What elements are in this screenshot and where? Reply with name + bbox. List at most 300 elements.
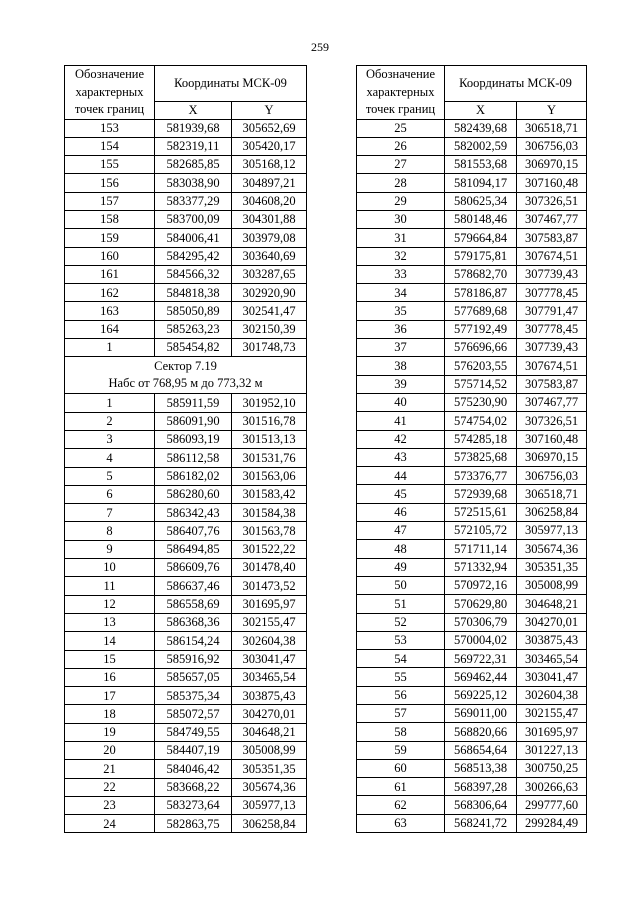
x-coordinate-cell: 568820,66 [445, 723, 517, 741]
x-coordinate-cell: 568397,28 [445, 778, 517, 796]
point-number-cell: 41 [357, 412, 445, 430]
point-number-cell: 58 [357, 723, 445, 741]
x-coordinate-cell: 578186,87 [445, 284, 517, 302]
x-coordinate-cell: 571332,94 [445, 558, 517, 576]
coordinates-header: Координаты МСК-09 [155, 66, 307, 102]
table-row [357, 137, 587, 155]
point-number-cell: 23 [65, 796, 155, 814]
point-number-cell: 1 [65, 394, 155, 412]
y-coordinate-cell: 307326,51 [517, 192, 587, 210]
point-number-cell: 42 [357, 430, 445, 448]
table-row [357, 723, 587, 741]
x-coordinate-cell: 572939,68 [445, 485, 517, 503]
x-coordinate-cell: 584749,55 [155, 723, 232, 741]
table-row [65, 467, 307, 485]
y-coordinate-cell: 305008,99 [232, 742, 307, 760]
y-coordinate-cell: 301522,22 [232, 540, 307, 558]
point-number-cell: 163 [65, 302, 155, 320]
y-coordinate-cell: 307467,77 [517, 393, 587, 411]
page-number: 259 [311, 40, 329, 54]
y-coordinate-cell: 306756,03 [517, 137, 587, 155]
table-row [357, 265, 587, 283]
point-number-cell: 26 [357, 137, 445, 155]
table-row [357, 467, 587, 485]
y-coordinate-cell: 301227,13 [517, 741, 587, 759]
point-number-cell: 158 [65, 210, 155, 228]
y-coordinate-cell: 307778,45 [517, 284, 587, 302]
table-row [65, 412, 307, 430]
table-row [65, 137, 307, 155]
table-row [65, 632, 307, 650]
table-row [357, 595, 587, 613]
point-number-cell: 4 [65, 449, 155, 467]
table-row [357, 522, 587, 540]
x-coordinate-cell: 576696,66 [445, 339, 517, 357]
x-coordinate-cell: 583377,29 [155, 192, 232, 210]
x-column-header: X [445, 101, 517, 119]
point-number-cell: 63 [357, 814, 445, 832]
y-coordinate-cell: 303465,54 [232, 668, 307, 686]
coordinates-header: Координаты МСК-09 [445, 66, 587, 102]
y-coordinate-cell: 305674,36 [232, 778, 307, 796]
table-row [65, 449, 307, 467]
x-coordinate-cell: 570629,80 [445, 595, 517, 613]
y-coordinate-cell: 305008,99 [517, 576, 587, 594]
point-number-cell: 153 [65, 119, 155, 137]
point-number-cell: 37 [357, 339, 445, 357]
y-coordinate-cell: 307326,51 [517, 412, 587, 430]
y-coordinate-cell: 305674,36 [517, 540, 587, 558]
point-number-cell: 31 [357, 229, 445, 247]
x-coordinate-cell: 586609,76 [155, 559, 232, 577]
table-row [65, 119, 307, 137]
x-coordinate-cell: 572515,61 [445, 503, 517, 521]
y-coordinate-cell: 303041,47 [232, 650, 307, 668]
x-coordinate-cell: 585657,05 [155, 668, 232, 686]
x-coordinate-cell: 574754,02 [445, 412, 517, 430]
point-number-cell: 48 [357, 540, 445, 558]
y-coordinate-cell: 302920,90 [232, 284, 307, 302]
x-coordinate-cell: 569011,00 [445, 705, 517, 723]
x-coordinate-cell: 586112,58 [155, 449, 232, 467]
table-row [357, 119, 587, 137]
y-coordinate-cell: 307739,43 [517, 265, 587, 283]
point-number-cell: 27 [357, 156, 445, 174]
table-row [357, 759, 587, 777]
x-coordinate-cell: 576203,55 [445, 357, 517, 375]
table-row [65, 595, 307, 613]
table-row [65, 522, 307, 540]
x-coordinate-cell: 586407,76 [155, 522, 232, 540]
x-coordinate-cell: 580625,34 [445, 192, 517, 210]
y-coordinate-cell: 306970,15 [517, 156, 587, 174]
table-row [357, 430, 587, 448]
point-number-cell: 53 [357, 631, 445, 649]
point-number-cell: 154 [65, 137, 155, 155]
x-coordinate-cell: 585454,82 [155, 339, 232, 357]
table-row [65, 284, 307, 302]
x-coordinate-cell: 570004,02 [445, 631, 517, 649]
point-number-cell: 20 [65, 742, 155, 760]
y-column-header: Y [517, 101, 587, 119]
table-row [357, 393, 587, 411]
table-row [357, 247, 587, 265]
y-coordinate-cell: 301583,42 [232, 485, 307, 503]
y-coordinate-cell: 301695,97 [517, 723, 587, 741]
coordinates-table-left [64, 65, 307, 833]
y-coordinate-cell: 301584,38 [232, 504, 307, 522]
table-row [357, 558, 587, 576]
table-row [65, 577, 307, 595]
point-number-cell: 155 [65, 156, 155, 174]
table-row [65, 210, 307, 228]
x-coordinate-cell: 572105,72 [445, 522, 517, 540]
point-number-cell: 43 [357, 448, 445, 466]
y-coordinate-cell: 301563,06 [232, 467, 307, 485]
x-coordinate-cell: 577192,49 [445, 320, 517, 338]
point-number-cell: 61 [357, 778, 445, 796]
point-number-cell: 57 [357, 705, 445, 723]
table-row [357, 705, 587, 723]
table-row [65, 430, 307, 448]
y-coordinate-cell: 299284,49 [517, 814, 587, 832]
table-row [65, 504, 307, 522]
point-number-cell: 47 [357, 522, 445, 540]
x-coordinate-cell: 586558,69 [155, 595, 232, 613]
point-number-cell: 25 [357, 119, 445, 137]
table-row [65, 192, 307, 210]
table-row [357, 686, 587, 704]
x-coordinate-cell: 586182,02 [155, 467, 232, 485]
y-coordinate-cell: 307160,48 [517, 430, 587, 448]
table-row [65, 559, 307, 577]
y-coordinate-cell: 303979,08 [232, 229, 307, 247]
table-row [357, 814, 587, 832]
y-coordinate-cell: 305977,13 [517, 522, 587, 540]
x-coordinate-cell: 585050,89 [155, 302, 232, 320]
point-number-cell: 56 [357, 686, 445, 704]
point-number-cell: 15 [65, 650, 155, 668]
x-coordinate-cell: 578682,70 [445, 265, 517, 283]
y-coordinate-cell: 306518,71 [517, 119, 587, 137]
x-coordinate-cell: 575714,52 [445, 375, 517, 393]
table-row [357, 412, 587, 430]
x-coordinate-cell: 583273,64 [155, 796, 232, 814]
point-number-cell: 38 [357, 357, 445, 375]
table-row [65, 778, 307, 796]
x-coordinate-cell: 581939,68 [155, 119, 232, 137]
y-coordinate-cell: 302155,47 [232, 613, 307, 631]
point-number-cell: 22 [65, 778, 155, 796]
y-coordinate-cell: 300750,25 [517, 759, 587, 777]
x-coordinate-cell: 580148,46 [445, 210, 517, 228]
point-number-cell: 18 [65, 705, 155, 723]
table-row [65, 174, 307, 192]
table-row [357, 485, 587, 503]
table-body [65, 119, 307, 357]
point-number-cell: 2 [65, 412, 155, 430]
x-coordinate-cell: 586342,43 [155, 504, 232, 522]
point-number-cell: 19 [65, 723, 155, 741]
x-coordinate-cell: 584407,19 [155, 742, 232, 760]
point-number-cell: 49 [357, 558, 445, 576]
point-number-cell: 13 [65, 613, 155, 631]
point-number-cell: 59 [357, 741, 445, 759]
y-coordinate-cell: 302150,39 [232, 320, 307, 338]
x-coordinate-cell: 583668,22 [155, 778, 232, 796]
x-coordinate-cell: 568654,64 [445, 741, 517, 759]
table-row [357, 631, 587, 649]
table-row [357, 650, 587, 668]
x-coordinate-cell: 573825,68 [445, 448, 517, 466]
x-coordinate-cell: 582319,11 [155, 137, 232, 155]
table-row [357, 357, 587, 375]
y-coordinate-cell: 301695,97 [232, 595, 307, 613]
table-row [65, 229, 307, 247]
point-number-cell: 9 [65, 540, 155, 558]
table-row [65, 613, 307, 631]
table-row [357, 503, 587, 521]
x-coordinate-cell: 584046,42 [155, 760, 232, 778]
table-row [65, 705, 307, 723]
table-row [357, 229, 587, 247]
table-body [65, 394, 307, 833]
table-row [357, 156, 587, 174]
y-coordinate-cell: 307160,48 [517, 174, 587, 192]
point-number-cell: 29 [357, 192, 445, 210]
table-row [357, 778, 587, 796]
sector-caption [65, 357, 307, 394]
table-row [357, 210, 587, 228]
y-coordinate-cell: 304608,20 [232, 192, 307, 210]
point-number-cell: 7 [65, 504, 155, 522]
x-coordinate-cell: 582685,85 [155, 156, 232, 174]
table-row [65, 302, 307, 320]
table-row [65, 687, 307, 705]
x-coordinate-cell: 581094,17 [445, 174, 517, 192]
table-row [65, 815, 307, 833]
point-designation-header: Обозначение характерных точек границ [65, 66, 155, 120]
x-coordinate-cell: 568241,72 [445, 814, 517, 832]
y-coordinate-cell: 301531,76 [232, 449, 307, 467]
point-number-cell: 5 [65, 467, 155, 485]
y-coordinate-cell: 301748,73 [232, 339, 307, 357]
x-coordinate-cell: 585911,59 [155, 394, 232, 412]
point-number-cell: 44 [357, 467, 445, 485]
table-row [65, 668, 307, 686]
x-coordinate-cell: 584006,41 [155, 229, 232, 247]
point-number-cell: 10 [65, 559, 155, 577]
y-coordinate-cell: 307583,87 [517, 229, 587, 247]
x-coordinate-cell: 579664,84 [445, 229, 517, 247]
point-number-cell: 24 [65, 815, 155, 833]
y-coordinate-cell: 302604,38 [517, 686, 587, 704]
y-coordinate-cell: 301473,52 [232, 577, 307, 595]
x-coordinate-cell: 568513,38 [445, 759, 517, 777]
y-coordinate-cell: 300266,63 [517, 778, 587, 796]
x-column-header: X [155, 101, 232, 119]
table-row [65, 485, 307, 503]
y-coordinate-cell: 299777,60 [517, 796, 587, 814]
y-coordinate-cell: 307674,51 [517, 357, 587, 375]
y-coordinate-cell: 307739,43 [517, 339, 587, 357]
point-number-cell: 159 [65, 229, 155, 247]
y-coordinate-cell: 305420,17 [232, 137, 307, 155]
x-coordinate-cell: 584566,32 [155, 265, 232, 283]
table-row [357, 448, 587, 466]
y-coordinate-cell: 302155,47 [517, 705, 587, 723]
y-coordinate-cell: 306518,71 [517, 485, 587, 503]
point-number-cell: 54 [357, 650, 445, 668]
table-row [357, 796, 587, 814]
point-number-cell: 6 [65, 485, 155, 503]
y-coordinate-cell: 306258,84 [517, 503, 587, 521]
point-designation-header: Обозначение характерных точек границ [357, 66, 445, 120]
y-coordinate-cell: 301513,13 [232, 430, 307, 448]
table-row [357, 613, 587, 631]
x-coordinate-cell: 575230,90 [445, 393, 517, 411]
x-coordinate-cell: 570306,79 [445, 613, 517, 631]
x-coordinate-cell: 583700,09 [155, 210, 232, 228]
point-number-cell: 62 [357, 796, 445, 814]
point-number-cell: 52 [357, 613, 445, 631]
y-coordinate-cell: 305351,35 [232, 760, 307, 778]
point-number-cell: 28 [357, 174, 445, 192]
y-coordinate-cell: 304270,01 [232, 705, 307, 723]
table-row [357, 320, 587, 338]
table-row [357, 375, 587, 393]
y-coordinate-cell: 305168,12 [232, 156, 307, 174]
y-column-header: Y [232, 101, 307, 119]
point-number-cell: 35 [357, 302, 445, 320]
x-coordinate-cell: 569722,31 [445, 650, 517, 668]
x-coordinate-cell: 586093,19 [155, 430, 232, 448]
x-coordinate-cell: 585072,57 [155, 705, 232, 723]
point-number-cell: 14 [65, 632, 155, 650]
table-row [65, 650, 307, 668]
point-number-cell: 34 [357, 284, 445, 302]
y-coordinate-cell: 304897,21 [232, 174, 307, 192]
x-coordinate-cell: 582002,59 [445, 137, 517, 155]
y-coordinate-cell: 302541,47 [232, 302, 307, 320]
point-number-cell: 1 [65, 339, 155, 357]
y-coordinate-cell: 304648,21 [232, 723, 307, 741]
point-number-cell: 32 [357, 247, 445, 265]
y-coordinate-cell: 307778,45 [517, 320, 587, 338]
y-coordinate-cell: 303875,43 [232, 687, 307, 705]
point-number-cell: 157 [65, 192, 155, 210]
x-coordinate-cell: 570972,16 [445, 576, 517, 594]
x-coordinate-cell: 586368,36 [155, 613, 232, 631]
point-number-cell: 8 [65, 522, 155, 540]
table-row [65, 540, 307, 558]
y-coordinate-cell: 303875,43 [517, 631, 587, 649]
y-coordinate-cell: 307467,77 [517, 210, 587, 228]
x-coordinate-cell: 586637,46 [155, 577, 232, 595]
point-number-cell: 12 [65, 595, 155, 613]
x-coordinate-cell: 571711,14 [445, 540, 517, 558]
table-row [65, 796, 307, 814]
table-row [65, 320, 307, 338]
table-row [65, 760, 307, 778]
y-coordinate-cell: 304270,01 [517, 613, 587, 631]
point-number-cell: 50 [357, 576, 445, 594]
point-number-cell: 3 [65, 430, 155, 448]
x-coordinate-cell: 577689,68 [445, 302, 517, 320]
point-number-cell: 33 [357, 265, 445, 283]
table-row [65, 247, 307, 265]
table-row [357, 576, 587, 594]
table-row [65, 742, 307, 760]
x-coordinate-cell: 574285,18 [445, 430, 517, 448]
point-number-cell: 160 [65, 247, 155, 265]
x-coordinate-cell: 584818,38 [155, 284, 232, 302]
y-coordinate-cell: 301563,78 [232, 522, 307, 540]
y-coordinate-cell: 303640,69 [232, 247, 307, 265]
x-coordinate-cell: 584295,42 [155, 247, 232, 265]
y-coordinate-cell: 303465,54 [517, 650, 587, 668]
x-coordinate-cell: 568306,64 [445, 796, 517, 814]
table-row [357, 174, 587, 192]
point-number-cell: 161 [65, 265, 155, 283]
x-coordinate-cell: 582439,68 [445, 119, 517, 137]
point-number-cell: 17 [65, 687, 155, 705]
x-coordinate-cell: 586154,24 [155, 632, 232, 650]
point-number-cell: 21 [65, 760, 155, 778]
y-coordinate-cell: 303287,65 [232, 265, 307, 283]
table-row [357, 192, 587, 210]
x-coordinate-cell: 585375,34 [155, 687, 232, 705]
point-number-cell: 16 [65, 668, 155, 686]
table-row [357, 540, 587, 558]
table-row [357, 284, 587, 302]
point-number-cell: 60 [357, 759, 445, 777]
table-row [65, 156, 307, 174]
point-number-cell: 156 [65, 174, 155, 192]
y-coordinate-cell: 304648,21 [517, 595, 587, 613]
x-coordinate-cell: 582863,75 [155, 815, 232, 833]
y-coordinate-cell: 305652,69 [232, 119, 307, 137]
y-coordinate-cell: 302604,38 [232, 632, 307, 650]
point-number-cell: 46 [357, 503, 445, 521]
point-number-cell: 39 [357, 375, 445, 393]
y-coordinate-cell: 306258,84 [232, 815, 307, 833]
sector-row [65, 357, 307, 394]
x-coordinate-cell: 581553,68 [445, 156, 517, 174]
table-row [65, 394, 307, 412]
x-coordinate-cell: 569462,44 [445, 668, 517, 686]
x-coordinate-cell: 583038,90 [155, 174, 232, 192]
y-coordinate-cell: 304301,88 [232, 210, 307, 228]
point-number-cell: 40 [357, 393, 445, 411]
point-number-cell: 11 [65, 577, 155, 595]
sector-title: Сектор 7.19 [154, 359, 217, 374]
x-coordinate-cell: 573376,77 [445, 467, 517, 485]
point-number-cell: 36 [357, 320, 445, 338]
x-coordinate-cell: 579175,81 [445, 247, 517, 265]
table-row [357, 741, 587, 759]
x-coordinate-cell: 586091,90 [155, 412, 232, 430]
y-coordinate-cell: 306756,03 [517, 467, 587, 485]
y-coordinate-cell: 301516,78 [232, 412, 307, 430]
y-coordinate-cell: 307791,47 [517, 302, 587, 320]
sector-height-range: Набс от 768,95 м до 773,32 м [108, 376, 263, 391]
point-number-cell: 30 [357, 210, 445, 228]
table-row [65, 723, 307, 741]
y-coordinate-cell: 301952,10 [232, 394, 307, 412]
table-body [357, 119, 587, 833]
y-coordinate-cell: 301478,40 [232, 559, 307, 577]
